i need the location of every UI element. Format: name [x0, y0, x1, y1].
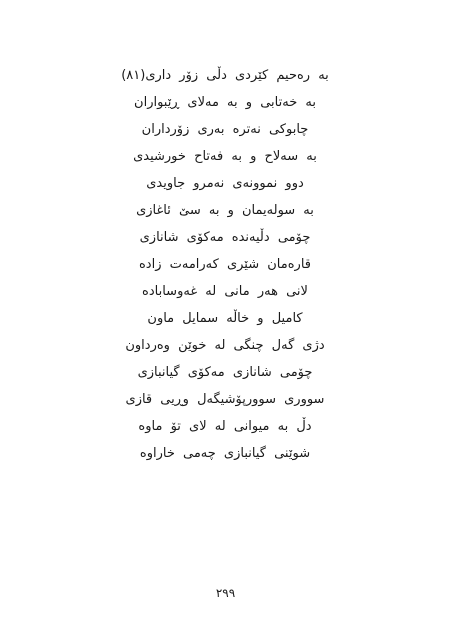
verse-line: شوێنی گیانبازی چەمی خاراوە: [139, 446, 311, 461]
page-number: ٢٩٩: [215, 586, 236, 600]
poem-text: [100, 62, 350, 467]
verse-line: چۆمی دڵیەندە مەکۆی شانازی: [139, 230, 311, 245]
verse-line: دڵ بە میوانی لە لای تۆ ماوە: [138, 419, 312, 434]
verse-line: به رەحیم کێردی دڵی زۆر داری(٨١): [121, 68, 329, 83]
verse-line: به خەتابی و به مەلای ڕێبواران: [134, 95, 316, 110]
verse-line: به سەلاح و به فەتاح خورشیدی: [133, 149, 317, 164]
verse-line: دژی گەل چنگی لە خوێن وەرداون: [125, 338, 325, 353]
verse-line: کامیل و خاڵە سمایل ماون: [147, 311, 303, 326]
verse-line: لانی هەر مانی لە غەوسابادە: [142, 284, 308, 299]
verse-line: به سولەیمان و به سێ ئاغازی: [136, 203, 314, 218]
verse-line: چابوکی نەترە بەری زۆرداران: [141, 122, 309, 137]
verse-line: چۆمی شانازی مەکۆی گیانبازی: [137, 365, 313, 380]
verse-line: دوو نموونەی نەمرو جاویدی: [146, 176, 304, 191]
verse-line: سووری سوورپۆشیگەل وڕیی قازی: [125, 392, 325, 407]
verse-line: قارەمان شێری کەرامەت زادە: [138, 257, 311, 272]
